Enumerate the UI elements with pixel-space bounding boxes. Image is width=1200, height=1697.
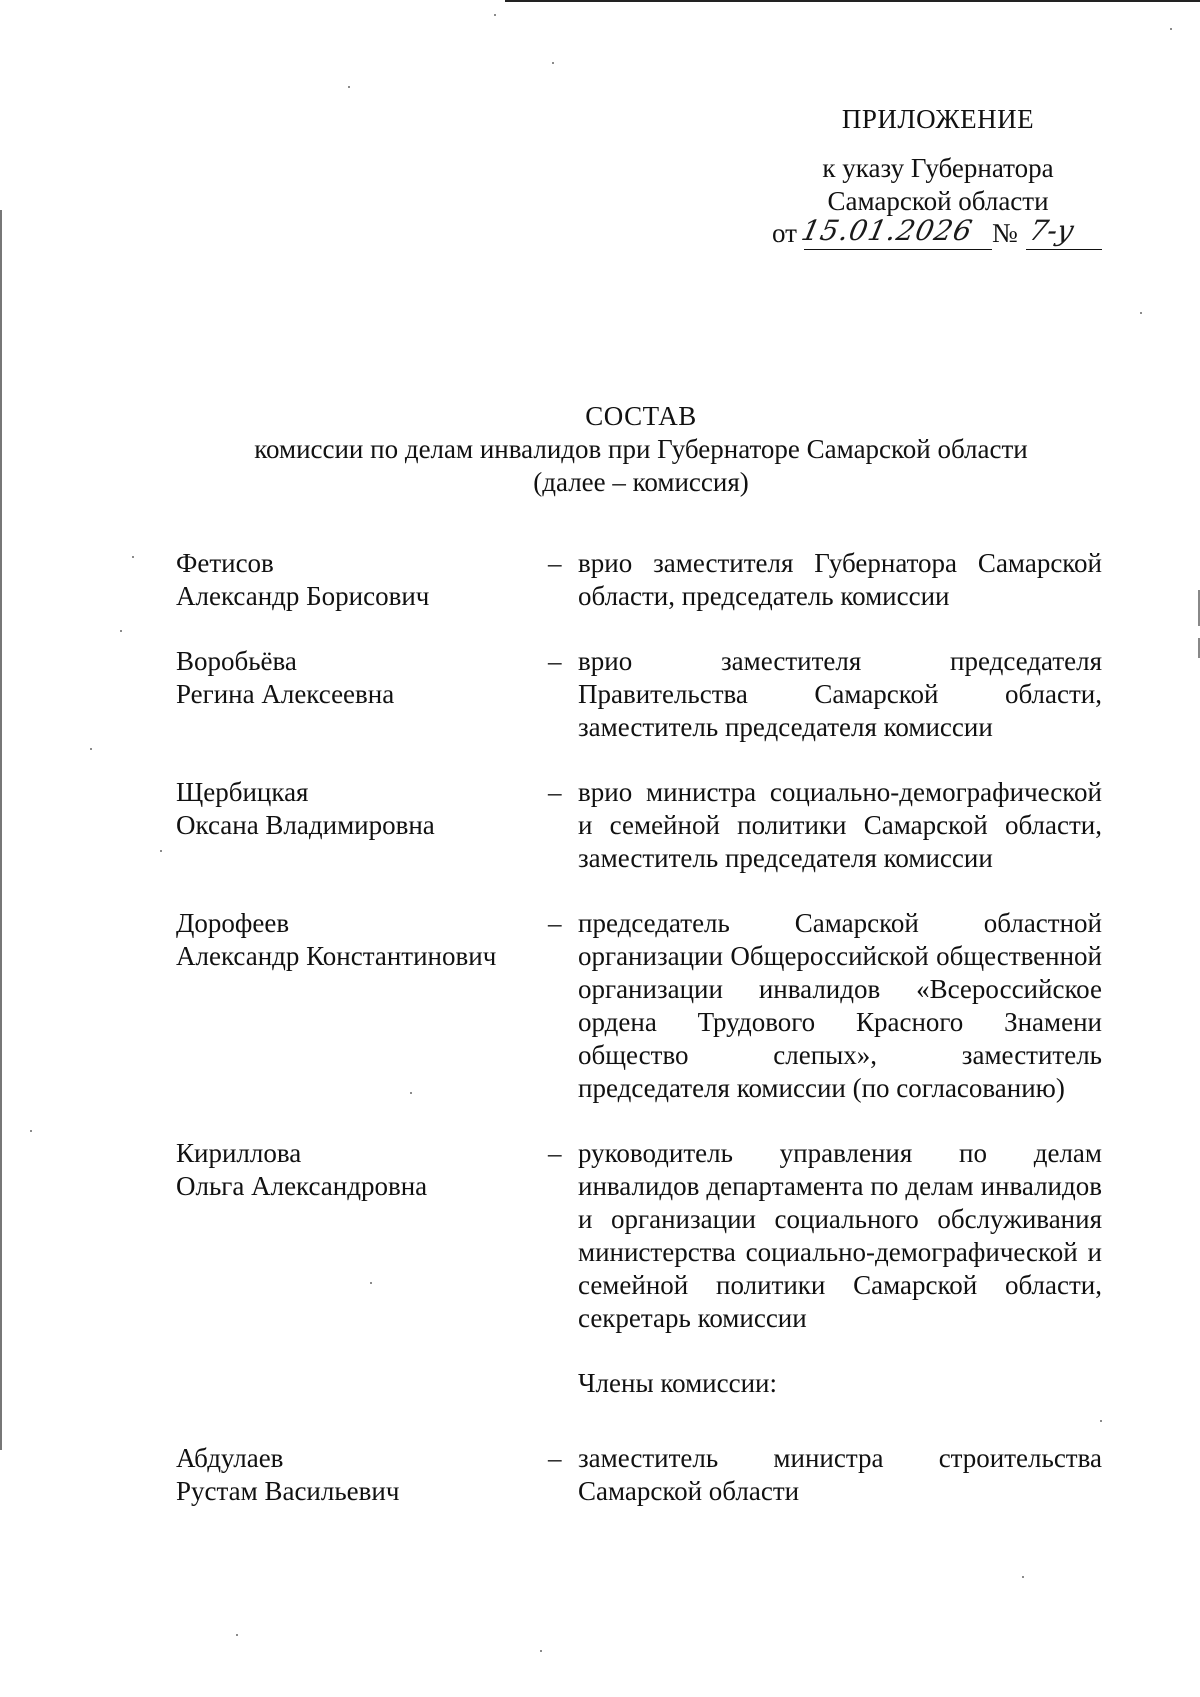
scan-speck [160, 850, 162, 852]
member-surname: Фетисов [176, 548, 274, 578]
number-label: № [992, 218, 1018, 248]
scan-speck [30, 1130, 32, 1132]
scan-speck [120, 630, 122, 632]
scan-speck [348, 86, 350, 88]
title-note: (далее – комиссия) [533, 467, 749, 497]
member-role: руководитель управления по делам инвалидов департамента по делам инвалидов и организации социального обслуживания министерства социально-демографической и семейной политики Самарской области, секретарь комиссии [578, 1138, 1102, 1333]
handwritten-date: 15.01.2026 [798, 214, 976, 247]
member-given-names: Александр Константинович [176, 941, 497, 971]
scan-speck [494, 14, 496, 16]
top-border-line [505, 0, 1200, 2]
scan-speck [1170, 28, 1172, 30]
member-name [176, 1137, 536, 1203]
scan-speck [552, 62, 554, 64]
scan-speck [1100, 1420, 1102, 1422]
annex-region-line: Самарской области [827, 186, 1049, 216]
member-entry [0, 547, 1200, 613]
member-given-names: Рустам Васильевич [176, 1476, 400, 1506]
scan-speck [1022, 1576, 1024, 1578]
member-role: врио заместителя председателя Правительства Самарской области, заместитель председателя комиссии [578, 646, 1102, 742]
member-entry [0, 907, 1200, 1105]
member-name [176, 645, 536, 711]
handwritten-number: 7-у [1026, 214, 1078, 247]
member-given-names: Ольга Александровна [176, 1171, 428, 1201]
member-surname: Дорофеев [176, 908, 290, 938]
member-role: заместитель министра строительства Самарской области [578, 1443, 1102, 1506]
member-name [176, 547, 536, 613]
number-underline [1026, 249, 1102, 250]
member-surname: Кириллова [176, 1138, 302, 1168]
member-dash: – [548, 777, 562, 807]
member-surname: Щербицкая [176, 777, 309, 807]
member-entry [0, 1442, 1200, 1508]
annex-decree-line: к указу Губернатора [822, 153, 1054, 183]
member-entry [0, 1137, 1200, 1335]
member-dash: – [548, 646, 562, 676]
member-dash: – [548, 1138, 562, 1168]
members-section-label: Члены комиссии: [578, 1368, 777, 1398]
member-name [176, 1442, 536, 1508]
date-underline [804, 249, 992, 250]
member-given-names: Оксана Владимировна [176, 810, 435, 840]
scan-speck [1140, 312, 1142, 314]
scan-speck [410, 1092, 412, 1094]
title-subtitle: комиссии по делам инвалидов при Губернаторе Самарской области [254, 434, 1028, 464]
annex-heading: ПРИЛОЖЕНИЕ [841, 104, 1035, 134]
annex-block [812, 104, 1064, 218]
member-given-names: Александр Борисович [176, 581, 430, 611]
scan-speck [132, 556, 134, 558]
scan-speck [370, 1282, 372, 1284]
member-role: председатель Самарской областной организации Общероссийской общественной организации инвалидов «Всероссийское ордена Трудового Красного Знамени общество слепых», заместитель председателя комиссии (по согласованию) [578, 908, 1102, 1103]
scan-speck [90, 748, 92, 750]
title-heading: СОСТАВ [585, 401, 697, 431]
member-entry [0, 776, 1200, 875]
member-dash: – [548, 548, 562, 578]
scan-speck [236, 1634, 238, 1636]
date-prefix: от [772, 218, 797, 248]
member-dash: – [548, 908, 562, 938]
composition-title [0, 400, 1200, 499]
member-entry [0, 645, 1200, 744]
member-dash: – [548, 1443, 562, 1473]
member-role: врио заместителя Губернатора Самарской области, председатель комиссии [578, 548, 1102, 611]
member-surname: Абдулаев [176, 1443, 284, 1473]
scan-speck [540, 1650, 542, 1652]
member-given-names: Регина Алексеевна [176, 679, 395, 709]
member-name [176, 776, 536, 842]
member-name [176, 907, 536, 973]
member-surname: Воробьёва [176, 646, 297, 676]
members-list [0, 547, 1200, 1540]
member-role: врио министра социально-демографической и семейной политики Самарской области, заместитель председателя комиссии [578, 777, 1102, 873]
annex-date-number [772, 214, 1112, 254]
